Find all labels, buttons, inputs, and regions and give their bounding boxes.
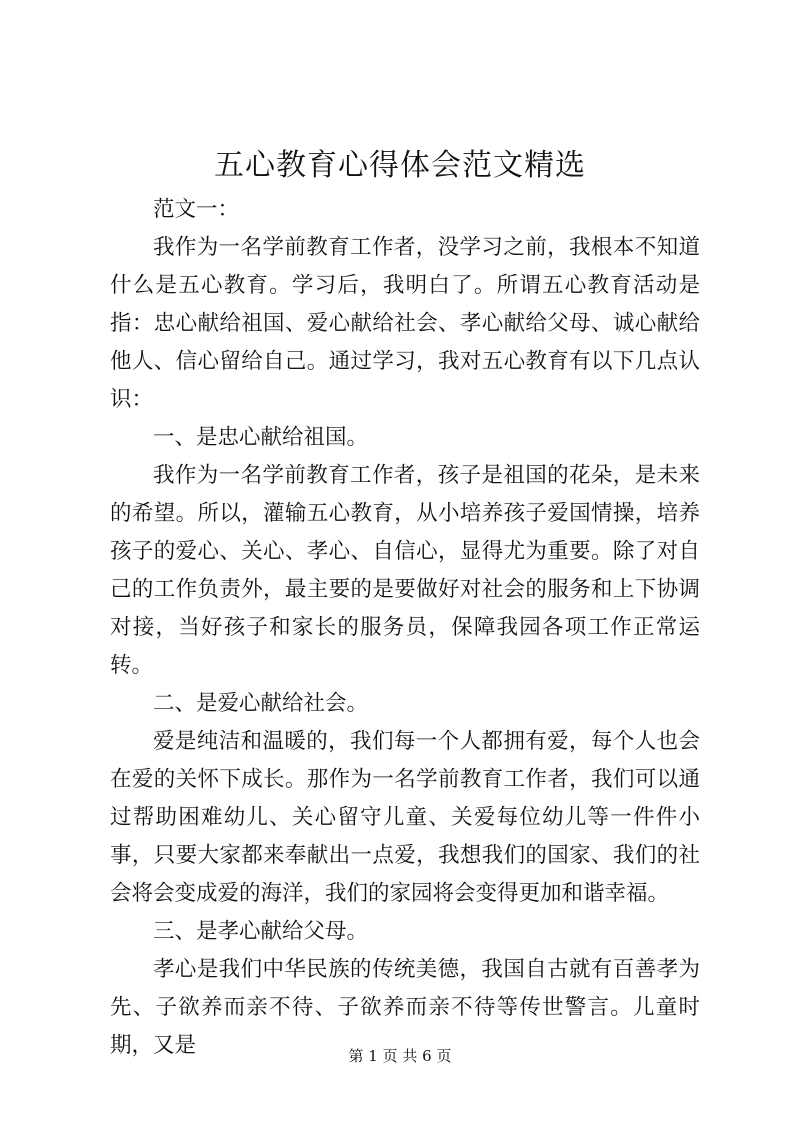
- document-body: [110, 191, 700, 1065]
- document-title: 五心教育心得体会范文精选: [214, 148, 586, 183]
- page-footer: 第 1 页 共 6 页: [348, 1047, 452, 1065]
- paragraph: 三、是孝心献给父母。: [153, 919, 369, 944]
- paragraph: 我作为一名学前教育工作者，没学习之前，我根本不知道什么是五心教育。学习后，我明白了。所谓五心教育活动是指：忠心献给祖国、爱心献给社会、孝心献给父母、诚心献给他人、信心留给自己。通过学习，我对五心教育有以下几点认识：: [110, 235, 700, 412]
- paragraph: 我作为一名学前教育工作者，孩子是祖国的花朵，是未来的希望。所以，灌输五心教育，从小培养孩子爱国情操，培养孩子的爱心、关心、孝心、自信心，显得尤为重要。除了对自己的工作负责外，最主要的是要做好对社会的服务和上下协调对接，当好孩子和家长的服务员，保障我园各项工作正常运转。: [110, 463, 700, 678]
- paragraph: 范文一：: [153, 197, 240, 222]
- paragraph: 爱是纯洁和温暖的，我们每一个人都拥有爱，每个人也会在爱的关怀下成长。那作为一名学前教育工作者，我们可以通过帮助困难幼儿、关心留守儿童、关爱每位幼儿等一件件小事，只要大家都来奉献出一点爱，我想我们的国家、我们的社会将会变成爱的海洋，我们的家园将会变得更加和谐幸福。: [110, 729, 700, 906]
- paragraph: 二、是爱心献给社会。: [153, 691, 369, 716]
- paragraph: 孝心是我们中华民族的传统美德，我国自古就有百善孝为先、子欲养而亲不待、子欲养而亲不待等传世警言。儿童时期，又是: [110, 957, 700, 1058]
- paragraph: 一、是忠心献给祖国。: [153, 425, 369, 450]
